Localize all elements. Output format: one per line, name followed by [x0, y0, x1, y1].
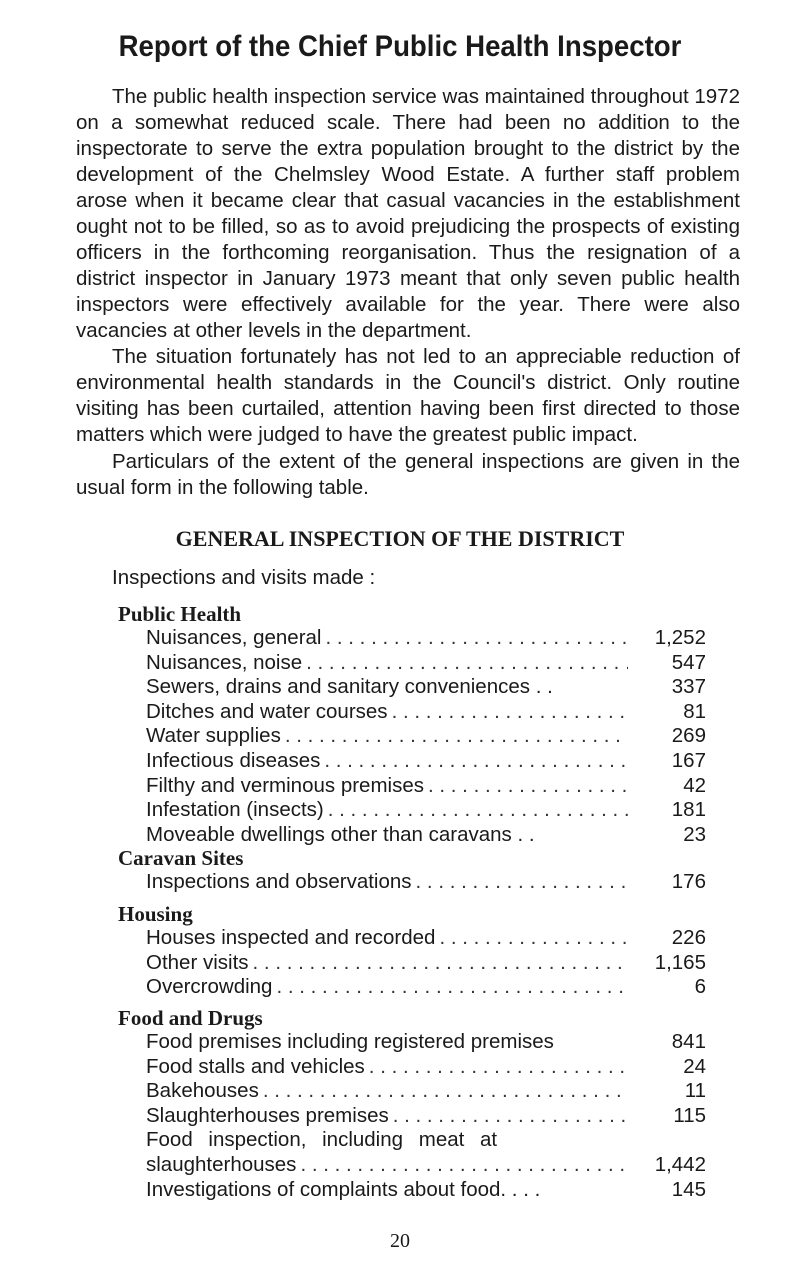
- row-label: slaughterhouses: [146, 1152, 297, 1176]
- row-label: Ditches and water courses: [146, 699, 388, 723]
- table-row: [118, 700, 706, 725]
- table-row: [118, 870, 706, 895]
- leader-dots: [253, 951, 628, 976]
- page-title: Report of the Chief Public Health Inspector: [118, 30, 682, 63]
- row-value: 115: [673, 1103, 706, 1127]
- row-value: 42: [683, 773, 706, 797]
- row-label: Other visits: [146, 950, 249, 974]
- leader-dots: [326, 626, 629, 651]
- paragraph-2: The situation fortunately has not led to an appreciable reduction of environmental health standards in the Council's district. Only routine visiting has been curtailed, attention having been first directed to those matters which were judged to have the greatest public impact.: [76, 345, 740, 446]
- leader-dots: [276, 975, 628, 1000]
- leader-dots: [392, 700, 628, 725]
- leader-dots: [300, 1153, 628, 1178]
- table-row: [118, 951, 706, 976]
- row-value: 145: [671, 1177, 706, 1201]
- row-label: Food stalls and vehicles: [146, 1054, 365, 1078]
- row-label: Water supplies: [146, 724, 281, 748]
- row-value: 841: [671, 1030, 706, 1053]
- row-label: Nuisances, general: [146, 626, 322, 649]
- table-row: [118, 749, 706, 774]
- row-label: Infestation (insects): [146, 798, 324, 822]
- row-value: 1,252: [654, 626, 706, 649]
- table-row: [118, 823, 706, 848]
- row-value: 1,442: [654, 1152, 706, 1176]
- table-row: [118, 1178, 706, 1203]
- table-row: [118, 1055, 706, 1080]
- row-value: 269: [671, 724, 706, 748]
- section-caravan-sites: [118, 846, 706, 895]
- row-label: Infectious diseases: [146, 748, 321, 772]
- row-label: Houses inspected and recorded: [146, 926, 436, 949]
- row-label: Sewers, drains and sanitary conveniences . .: [146, 675, 553, 699]
- table-intro: Inspections and visits made :: [112, 566, 376, 589]
- row-value: 547: [671, 650, 706, 674]
- row-label: Moveable dwellings other than caravans . .: [146, 822, 535, 846]
- table-row: [118, 774, 706, 799]
- leader-dots: [324, 749, 628, 774]
- section-title: Food and Drugs: [118, 1006, 263, 1030]
- table-row: [118, 1030, 706, 1055]
- section-food-and-drugs: [118, 1006, 706, 1202]
- row-label: Filthy and verminous premises: [146, 773, 424, 797]
- row-value: 23: [683, 822, 706, 846]
- leader-dots: [439, 926, 628, 951]
- table-row: [118, 798, 706, 823]
- leader-dots: [263, 1079, 628, 1104]
- row-label: Inspections and observations: [146, 870, 412, 893]
- section-housing: [118, 902, 706, 1000]
- table-row: [118, 724, 706, 749]
- table-row: [118, 1153, 706, 1178]
- table-row: [118, 975, 706, 1000]
- row-value: 181: [671, 798, 706, 822]
- table-row: [118, 1079, 706, 1104]
- table-row: [118, 651, 706, 676]
- table-row: [118, 626, 706, 651]
- section-public-health: [118, 602, 706, 847]
- row-label: Nuisances, noise: [146, 650, 303, 674]
- table-row: [118, 675, 706, 700]
- leader-dots: [416, 870, 628, 895]
- leader-dots: [369, 1055, 628, 1080]
- row-label: Food premises including registered premises: [146, 1030, 554, 1053]
- table-heading: GENERAL INSPECTION OF THE DISTRICT: [175, 526, 625, 551]
- leader-dots: [428, 774, 628, 799]
- row-label: Bakehouses: [146, 1079, 259, 1103]
- table-row: [118, 926, 706, 951]
- table-row: [118, 1128, 706, 1153]
- row-value: 226: [671, 926, 706, 949]
- row-value: 24: [683, 1054, 706, 1078]
- section-title: Public Health: [118, 602, 242, 626]
- paragraph-3: Particulars of the extent of the general inspections are given in the usual form in the following table.: [76, 450, 740, 499]
- table-row: [118, 1104, 706, 1129]
- section-title: Caravan Sites: [118, 846, 244, 870]
- row-label: Slaughterhouses premises: [146, 1103, 389, 1127]
- row-label: Investigations of complaints about food. . . .: [146, 1177, 541, 1201]
- row-value: 337: [671, 675, 706, 699]
- leader-dots: [285, 724, 628, 749]
- leader-dots: [393, 1104, 628, 1129]
- row-value: 176: [671, 870, 706, 893]
- page-number: 20: [390, 1230, 410, 1252]
- paragraph-1: The public health inspection service was maintained throughout 1972 on a somewhat reduced scale. There had been no addition to the inspectorate to serve the extra population brought to the district by the development of the Chelmsley Wood Estate. A further staff problem arose when it became clear that casual vacancies in the establishment ought not to be filled, so as to avoid prejudicing the prospects of existing officers in the forthcoming reorganisation. Thus the resignation of a district inspector in January 1973 meant that only seven public health inspectors were effectively available for the year. There were also vacancies at other levels in the department.: [76, 85, 740, 342]
- row-label: Overcrowding: [146, 975, 273, 999]
- row-value: 11: [684, 1079, 706, 1103]
- row-value: 167: [671, 748, 706, 772]
- row-value: 81: [683, 699, 706, 723]
- leader-dots: [328, 798, 628, 823]
- row-value: 1,165: [654, 950, 706, 974]
- row-label: Food inspection, including meat at: [146, 1128, 498, 1152]
- leader-dots: [306, 651, 628, 676]
- row-value: 6: [694, 975, 706, 999]
- section-title: Housing: [118, 902, 193, 926]
